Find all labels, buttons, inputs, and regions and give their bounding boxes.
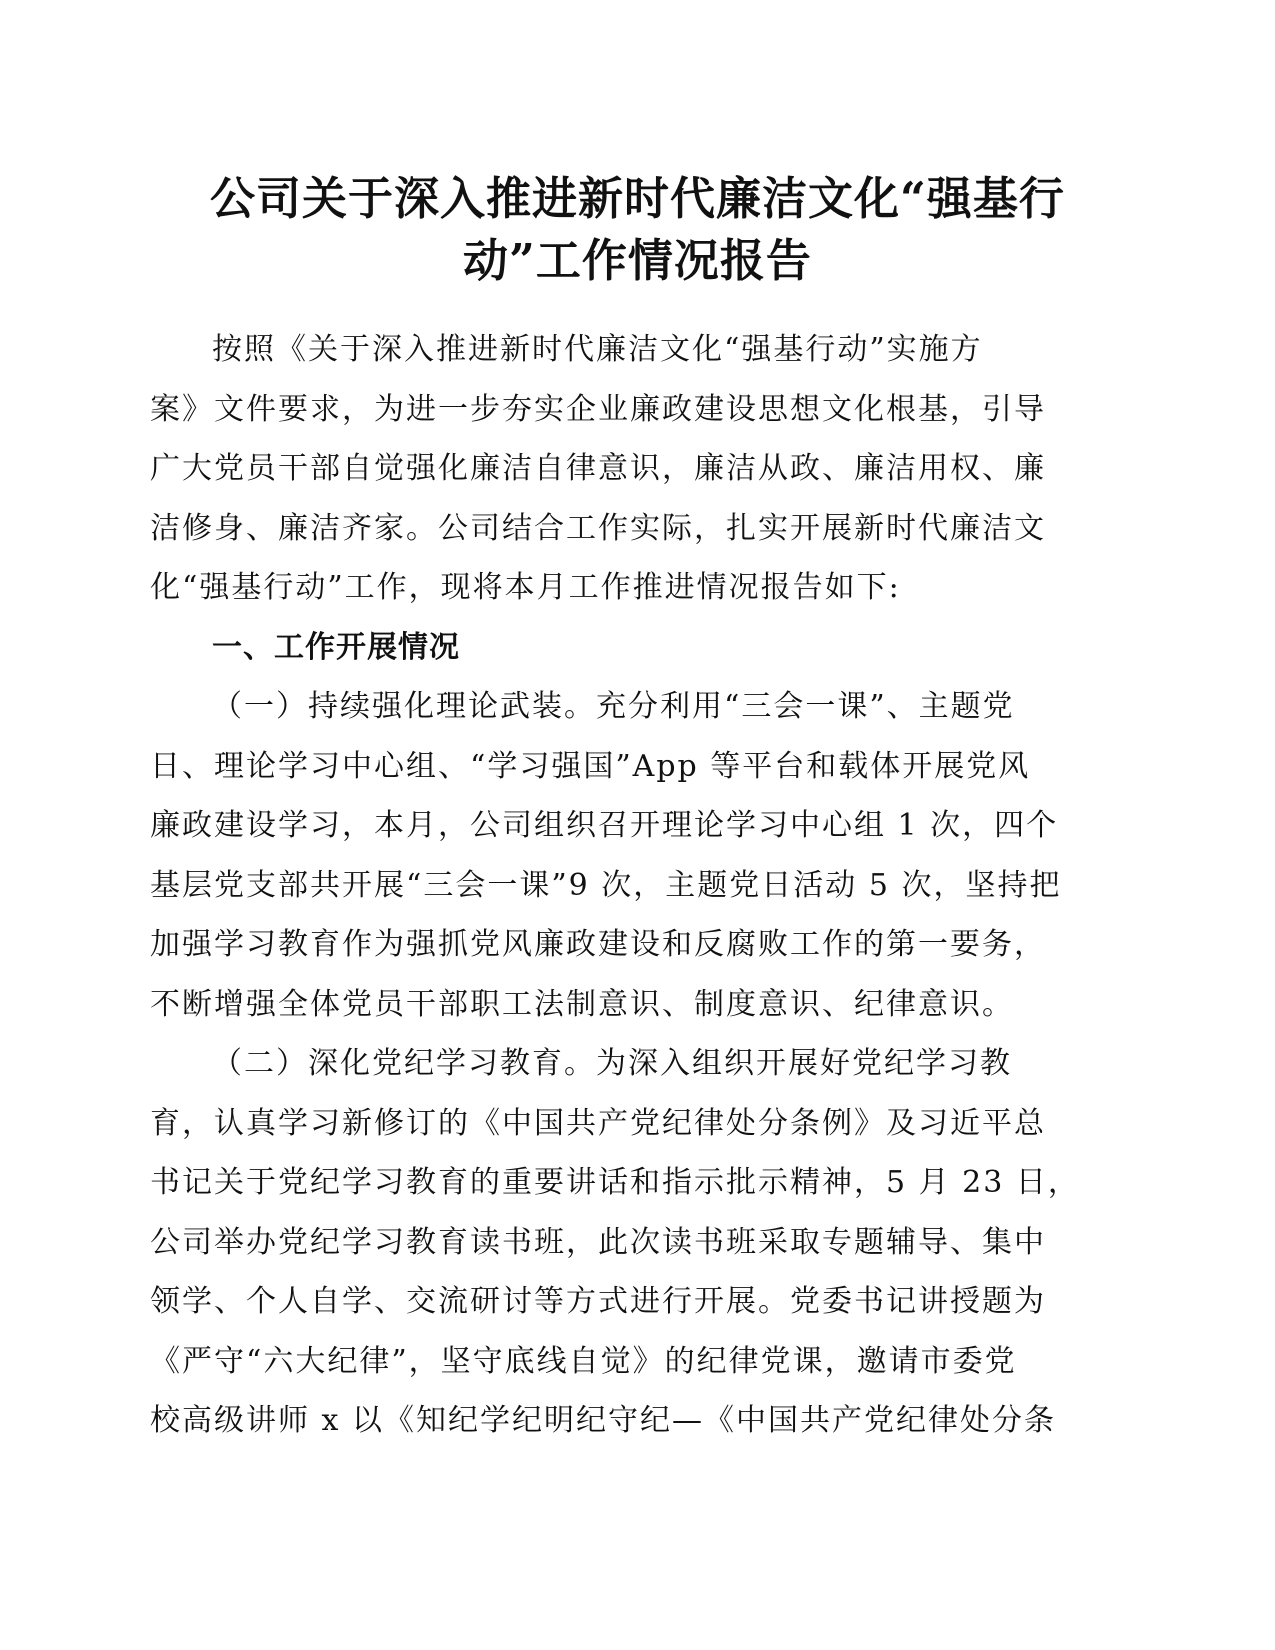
item-2-paragraph <box>150 1034 1100 1451</box>
paragraph-line: 洁修身、廉洁齐家。公司结合工作实际，扎实开展新时代廉洁文 <box>150 510 1046 546</box>
title-line-2: 动”工作情况报告 <box>463 234 812 287</box>
paragraph-line: 基层党支部共开展“三会一课”9 次，主题党日活动 5 次，坚持把 <box>150 867 1062 903</box>
paragraph-line: 领学、个人自学、交流研讨等方式进行开展。党委书记讲授题为 <box>150 1284 1046 1319</box>
intro-paragraph <box>150 320 1100 618</box>
paragraph-line: 日、理论学习中心组、“学习强国”App 等平台和载体开展党风 <box>150 748 1031 784</box>
paragraph-line: 校高级讲师 x 以《知纪学纪明纪守纪—《中国共产党纪律处分条 <box>150 1403 1056 1438</box>
document-title <box>150 168 1125 292</box>
paragraph-line: （二）深化党纪学习教育。为深入组织开展好党纪学习教 <box>212 1046 1012 1081</box>
paragraph-line: 案》文件要求，为进一步夯实企业廉政建设思想文化根基，引导 <box>150 391 1046 427</box>
paragraph-line: 不断增强全体党员干部职工法制意识、制度意识、纪律意识。 <box>150 986 1014 1022</box>
paragraph-line: 按照《关于深入推进新时代廉洁文化“强基行动”实施方 <box>212 332 983 367</box>
paragraph-line: 加强学习教育作为强抓党风廉政建设和反腐败工作的第一要务， <box>150 927 1046 962</box>
document-body <box>150 320 1100 1451</box>
paragraph-line: 《严守“六大纪律”，坚守底线自觉》的纪律党课，邀请市委党 <box>150 1343 1017 1379</box>
paragraph-line: 廉政建设学习，本月，公司组织召开理论学习中心组 1 次，四个 <box>150 808 1059 843</box>
paragraph-line: 育，认真学习新修订的《中国共产党纪律处分条例》及习近平总 <box>150 1105 1046 1141</box>
item-1-paragraph <box>150 677 1100 1034</box>
paragraph-line: 化“强基行动”工作，现将本月工作推进情况报告如下: <box>150 570 901 605</box>
section-heading: 一、工作开展情况 <box>212 629 460 665</box>
paragraph-line: 广大党员干部自觉强化廉洁自律意识，廉洁从政、廉洁用权、廉 <box>150 451 1046 486</box>
paragraph-line: （一）持续强化理论武装。充分利用“三会一课”、主题党 <box>212 689 1015 724</box>
paragraph-line: 书记关于党纪学习教育的重要讲话和指示批示精神，5 月 23 日， <box>150 1165 1080 1200</box>
paragraph-line: 公司举办党纪学习教育读书班，此次读书班采取专题辅导、集中 <box>150 1224 1046 1260</box>
title-line-1: 公司关于深入推进新时代廉洁文化“强基行 <box>210 172 1065 225</box>
